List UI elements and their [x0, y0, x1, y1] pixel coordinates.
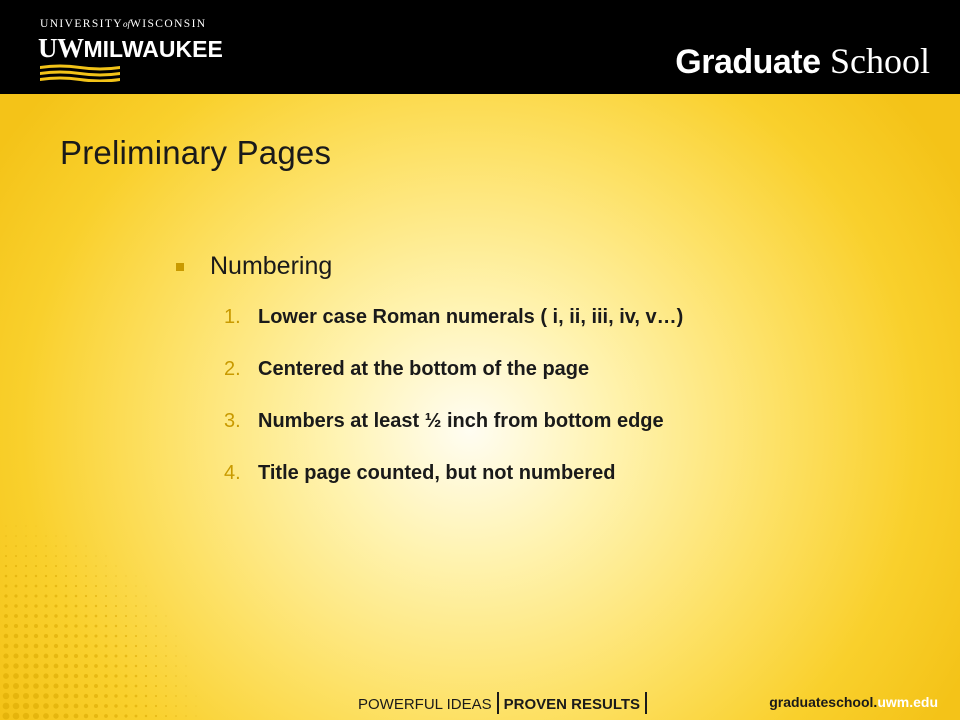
list-item-text: Title page counted, but not numbered	[258, 462, 616, 484]
list-item	[224, 358, 683, 410]
list-item-number: 2.	[224, 358, 241, 380]
list-item	[224, 306, 683, 358]
bullet-numbering	[176, 252, 332, 281]
slide-title: Preliminary Pages	[60, 134, 332, 171]
header-bar	[0, 0, 960, 94]
logo-wordmark: UWMILWAUKEE	[38, 33, 223, 63]
footer-url[interactable]: graduateschool.uwm.edu	[769, 694, 938, 710]
list-item-text: Lower case Roman numerals ( i, ii, iii, iv, v…)	[258, 306, 684, 328]
list-item-text: Centered at the bottom of the page	[258, 358, 590, 380]
list-item-number: 4.	[224, 462, 241, 484]
graduate-school-title: Graduate School	[675, 41, 930, 81]
list-item-text: Numbers at least ½ inch from bottom edge	[258, 410, 664, 432]
numbered-list	[224, 306, 683, 514]
list-item-number: 1.	[224, 306, 241, 328]
bullet-label: Numbering	[210, 252, 333, 280]
logo-stripes-icon	[40, 64, 120, 82]
list-item-number: 3.	[224, 410, 241, 432]
list-item	[224, 462, 683, 514]
footer-slogan: POWERFUL IDEAS PROVEN RESULTS	[358, 692, 652, 714]
list-item	[224, 410, 683, 462]
logo-university-line: UNIVERSITYofWISCONSIN	[40, 18, 207, 30]
square-bullet-icon	[176, 263, 184, 271]
uwm-logo[interactable]	[38, 18, 248, 84]
halftone-dots-decoration	[0, 520, 260, 720]
